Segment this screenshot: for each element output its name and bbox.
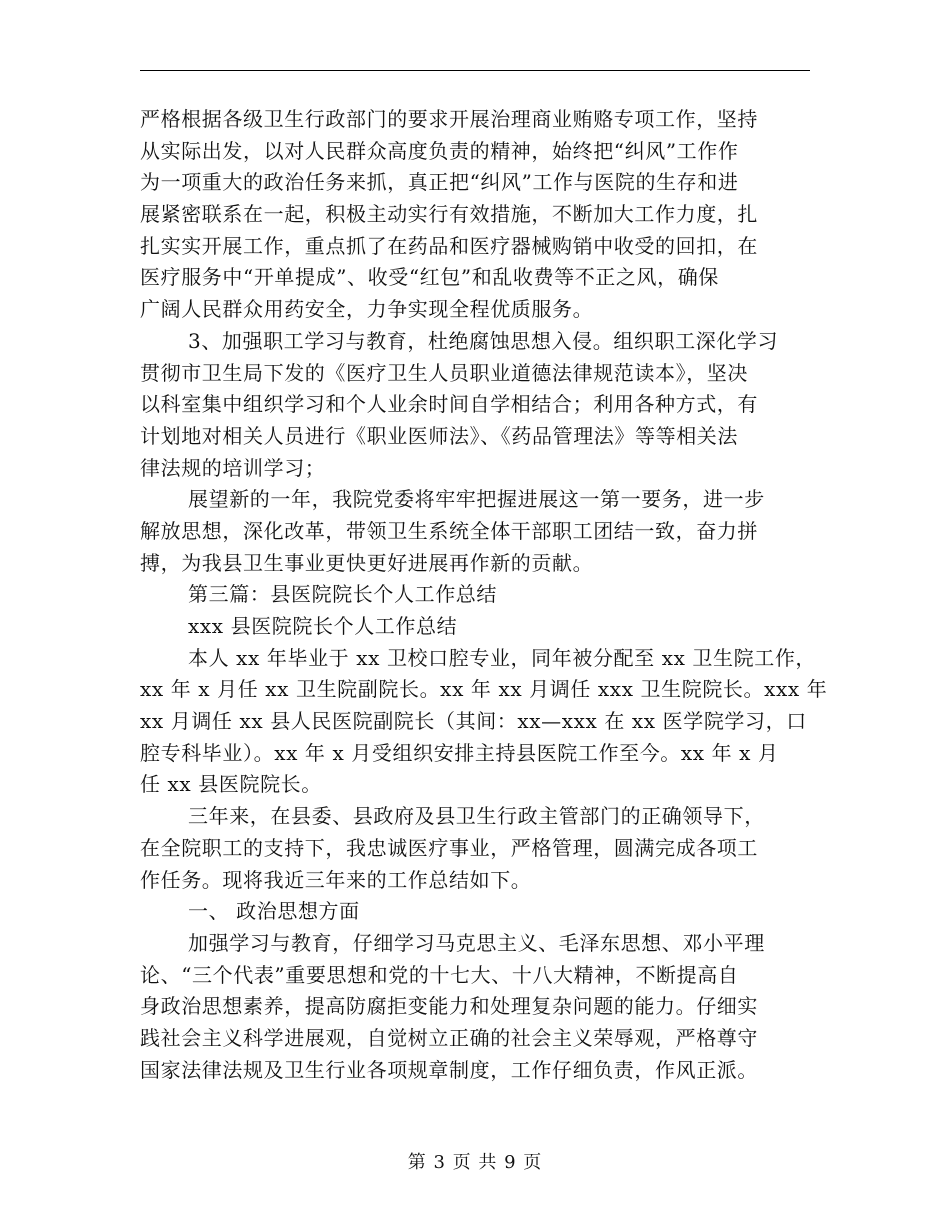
document-body [140, 104, 828, 1086]
text-line: 以科室集中组织学习和个人业余时间自学相结合；利用各种方式，有 [140, 392, 758, 417]
text-line: xxx 县医院院长个人工作总结 [188, 614, 458, 638]
text-line: 腔专科毕业）。xx 年 x 月受组织安排主持县医院工作至今。xx 年 x 月 [140, 740, 779, 765]
text-line: 作任务。现将我近三年来的工作总结如下。 [140, 867, 532, 892]
text-line: 展望新的一年，我院党委将牢牢把握进展这一第一要务，进一步 [188, 487, 765, 512]
text-line: 一、 政治思想方面 [188, 899, 360, 924]
text-line: 身政治思想素养，提高防腐拒变能力和处理复杂问题的能力。仔细实 [140, 994, 758, 1019]
text-line: 从实际出发，以对人民群众高度负责的精神，始终把“纠风”工作作 [140, 138, 739, 163]
text-line: 严格根据各级卫生行政部门的要求开展治理商业贿赂专项工作，坚持 [140, 107, 758, 131]
text-line: xx 月调任 xx 县人民医院副院长（其间：xx—xxx 在 xx 医学院学习，口 [140, 709, 807, 734]
text-line: 律法规的培训学习； [140, 455, 326, 480]
text-line: 三年来，在县委、县政府及县卫生行政主管部门的正确领导下， [188, 804, 765, 829]
text-line: 践社会主义科学进展观，自觉树立正确的社会主义荣辱观，严格尊守 [140, 1025, 758, 1050]
text-line: 加强学习与教育，仔细学习马克思主义、毛泽东思想、邓小平理 [188, 930, 765, 955]
text-line: 在全院职工的支持下，我忠诚医疗事业，严格管理，圆满完成各项工 [140, 835, 758, 860]
text-line: 为一项重大的政治任务来抓，真正把“纠风”工作与医院的生存和进 [140, 170, 739, 195]
text-line: xx 年 x 月任 xx 卫生院副院长。xx 年 xx 月调任 xxx 卫生院院长。xxx 年 [140, 677, 828, 702]
text-line: 本人 xx 年毕业于 xx 卫校口腔专业，同年被分配至 xx 卫生院工作， [188, 645, 817, 670]
text-line: 广阔人民群众用药安全，力争实现全程优质服务。 [140, 297, 594, 322]
text-line: 解放思想，深化改革，带领卫生系统全体干部职工团结一致，奋力拼 [140, 518, 758, 543]
text-line: 3、加强职工学习与教育，杜绝腐蚀思想入侵。组织职工深化学习 [188, 328, 779, 353]
text-line: 搏，为我县卫生事业更快更好进展再作新的贡献。 [140, 550, 594, 575]
text-line: 展紧密联系在一起，积极主动实行有效措施，不断加大工作力度，扎 [140, 202, 758, 227]
text-line: 论、“三个代表”重要思想和党的十七大、十八大精神，不断提高自 [140, 962, 739, 987]
text-line: 医疗服务中“开单提成”、收受“红包”和乱收费等不正之风，确保 [140, 265, 719, 290]
text-line: 国家法律法规及卫生行业各项规章制度，工作仔细负责，作风正派。 [140, 1057, 758, 1082]
text-line: 计划地对相关人员进行《职业医师法》、《药品管理法》等等相关法 [140, 423, 738, 448]
text-line: 扎实实开展工作，重点抓了在药品和医疗器械购销中收受的回扣，在 [140, 233, 758, 258]
text-line: 任 xx 县医院院长。 [140, 772, 322, 797]
text-line: 第三篇：县医院院长个人工作总结 [188, 582, 497, 607]
text-line: 贯彻市卫生局下发的《医疗卫生人员职业道德法律规范读本》，坚决 [140, 360, 748, 385]
page-number-footer: 第 3 页 共 9 页 [407, 1152, 543, 1173]
header-rule [140, 70, 810, 71]
